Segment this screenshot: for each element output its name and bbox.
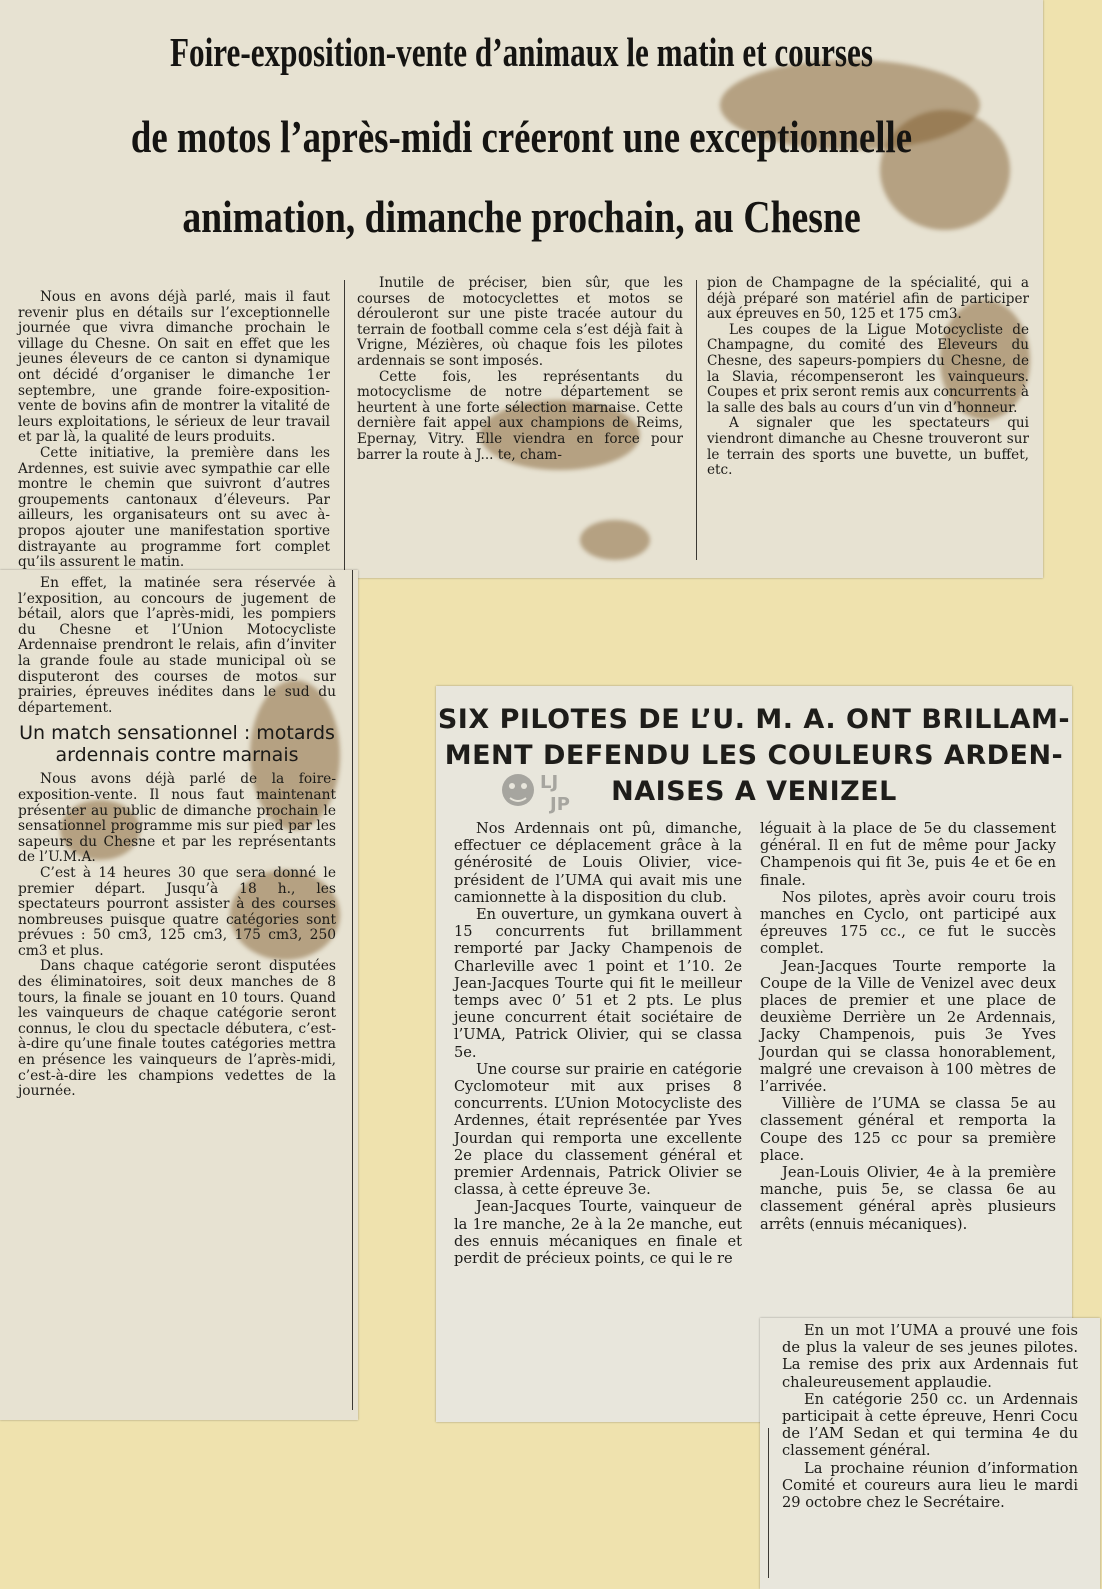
clipping-uma-venizel-continuation bbox=[760, 1318, 1100, 1589]
headline-line-1: Foire-exposition-vente d’animaux le matin et courses bbox=[169, 29, 874, 75]
paragraph: Inutile de préciser, bien sûr, que les courses de motocyclettes et motos se dérouleront sur une piste tracée autour du terrain de football comme cela s’est déjà fait à Vrigne, Mézières, où chaque fois les pilotes ardennais se sont imposés. bbox=[357, 275, 683, 369]
headline-line-2: de motos l’après-midi créeront une exceptionnelle bbox=[130, 111, 913, 162]
paragraph: En effet, la matinée sera réservée à l’exposition, au concours de jugement de bétail, alors que l’après-midi, les pompiers du Chesne et l’Union Motocycliste Ardennaise prendront le relais, afin d’inviter la grande foule au stade municipal où se disputeront des courses de motos sur prairies, épreuves inédites dans le sud du département. bbox=[18, 575, 336, 716]
paragraph: C’est à 14 heures 30 que sera donné le premier départ. Jusqu’à 18 h., les spectateurs pourront assister à des courses nombreuses puisque quatre catégories sont prévues : 50 cm3, 125 cm3, 175 cm3, 250 cm3 et plus. bbox=[18, 864, 336, 959]
article1-column-2 bbox=[357, 276, 683, 463]
paragraph: Jean-Jacques Tourte, vainqueur de la 1re manche, 2e à la 2e manche, eut des ennuis mécaniques en finale et perdit de précieux points, ce qui le re bbox=[454, 1198, 742, 1268]
paragraph: A signaler que les spectateurs qui viendront dimanche au Chesne trouveront sur le terrain des sports une buvette, un buffet, etc. bbox=[707, 415, 1029, 479]
paragraph: Nos Ardennais ont pû, dimanche, effectuer ce déplacement grâce à la générosité de Louis Olivier, vice-président de l’UMA qui avait mis une camionnette à la disposition du club. bbox=[454, 820, 742, 906]
paragraph: léguait à la place de 5e du classement général. Il en fut de même pour Jacky Champenois qui fit 3e, puis 4e et 6e en finale. bbox=[760, 820, 1056, 889]
paragraph: En un mot l’UMA a prouvé une fois de plus la valeur de ses jeunes pilotes. La remise des prix aux Ardennais fut chaleureusement applaudie. bbox=[782, 1322, 1078, 1391]
headline-line-2: MENT DEFENDU LES COULEURS ARDEN- bbox=[444, 740, 1064, 771]
paragraph: Nous avons déjà parlé de la foire-exposition-vente. Il nous faut maintenant présenter au public de dimanche prochain le sensationnel programme mis sur pied par les sapeurs du Chesne et par les représentants de l’U.M.A. bbox=[18, 771, 336, 866]
paragraph: pion de Champagne de la spécialité, qui a déjà préparé son matériel afin de participer aux épreuves en 50, 125 et 175 cm3. bbox=[707, 275, 1029, 323]
headline-line-3: animation, dimanche prochain, au Chesne bbox=[182, 191, 861, 242]
svg-text:JP: JP bbox=[550, 794, 570, 815]
subheading-match: Un match sensationnel : motards ardennais contre marnais bbox=[19, 722, 335, 767]
paragraph: Jean-Louis Olivier, 4e à la première manche, puis 5e, se classa 6e au classement général après plusieurs arrêts (ennuis mécaniques). bbox=[760, 1164, 1056, 1233]
column-rule bbox=[344, 280, 345, 578]
clipping-foire-exposition bbox=[0, 0, 1043, 578]
headline-line-1: SIX PILOTES DE L’U. M. A. ONT BRILLAM- bbox=[437, 704, 1071, 735]
article2-column-2 bbox=[760, 820, 1056, 1233]
paragraph: Cette fois, les représentants du motocyclisme de notre département se heurtent à une forte sélection marnaise. Cette dernière fait appel aux champions de Reims, Epernay, Vitry. Elle viendra en force pour barrer la route à J... te, cham- bbox=[357, 368, 683, 463]
paragraph: Jean-Jacques Tourte remporte la Coupe de la Ville de Venizel avec deux places de premier et une place de deuxième Derrière un 2e Ardennais, Jacky Champenois, puis 3e Yves Jourdan qui se classa honorablement, malgré une crevaison à 100 mètres de l’arrivée. bbox=[760, 957, 1056, 1096]
paragraph: Les coupes de la Ligue Motocycliste de Champagne, du comité des Eleveurs du Chesne, des sapeurs-pompiers du Chesne, de la Slavia, récompenseront les vainqueurs. Coupes et prix seront remis aux concurrents à la salle des bals au cours d’un vin d’honneur. bbox=[707, 321, 1029, 416]
paragraph: En ouverture, un gymkana ouvert à 15 concurrents fut brillamment remporté par Jacky Champenois de Charleville avec 1 point et 1’10. 2e Jean-Jacques Tourte qui fit le meilleur temps avec 0’ 51 et 2 pts. Le plus jeune concurrent était sociétaire de l’UMA, Patrick Olivier, qui se classa 5e. bbox=[454, 906, 742, 1061]
svg-text:LJ: LJ bbox=[540, 772, 559, 793]
article2-column-1 bbox=[454, 820, 742, 1267]
article1-column-1 bbox=[18, 290, 330, 571]
collector-stamp-logo bbox=[496, 764, 596, 820]
paragraph: En catégorie 250 cc. un Ardennais participait à cette épreuve, Henri Cocu de l’AM Sedan et qui termina 4e du classement général. bbox=[782, 1390, 1078, 1460]
clipping-uma-venizel bbox=[436, 686, 1072, 1422]
paragraph: Villière de l’UMA se classa 5e au classement général et remporta la Coupe des 125 cc pour sa première place. bbox=[760, 1095, 1056, 1164]
paragraph: Cette initiative, la première dans les Ardennes, est suivie avec sympathie car elle montre le chemin que suivront d’autres groupements cantonaux d’éleveurs. Par ailleurs, les organisateurs ont su avec à-propos ajouter une manifestation sportive distrayante au programme fort complet qu’ils assurent le matin. bbox=[18, 444, 330, 571]
clipping-foire-exposition-continuation bbox=[0, 570, 358, 1420]
headline-line-3: NAISES A VENIZEL bbox=[611, 776, 897, 807]
column-rule bbox=[696, 280, 697, 560]
paragraph: Dans chaque catégorie seront disputées des éliminatoires, soit deux manches de 8 tours, la finale se jouant en 10 tours. Quand les vainqueurs de chaque catégorie seront connus, le clou du spectacle débutera, c’est-à-dire qu’une finale toutes catégories mettra en présence les vainqueurs de l’après-midi, c’est-à-dire les champions vedettes de la journée. bbox=[18, 958, 336, 1100]
paragraph: Nous en avons déjà parlé, mais il faut revenir plus en détails sur l’exceptionnelle journée que vivra dimanche prochain le village du Chesne. On sait en effet que les jeunes éleveurs de ce canton si dynamique ont décidé d’organiser le dimanche 1er septembre, une grande foire-exposition-vente de bovins afin de montrer la vitalité de leurs exploitations, le sérieux de leur travail et par là, la qualité de leurs produits. bbox=[18, 289, 330, 446]
column-rule bbox=[768, 1428, 769, 1578]
paragraph: La prochaine réunion d’information Comité et coureurs aura lieu le mardi 29 octobre chez le Secrétaire. bbox=[782, 1459, 1078, 1512]
paragraph: Une course sur prairie en catégorie Cyclomoteur mit aux prises 8 concurrents. L’Union Motocycliste des Ardennes, était représentée par Yves Jourdan qui remporta une excellente 2e place du classement général et premier Ardennais, Patrick Olivier se classa, à cette épreuve 3e. bbox=[454, 1060, 742, 1199]
article1-column-1-continued bbox=[18, 576, 336, 1100]
article1-column-3 bbox=[707, 276, 1029, 479]
article2-column-2-continued bbox=[782, 1322, 1078, 1511]
column-rule bbox=[352, 570, 353, 1410]
paragraph: Nos pilotes, après avoir couru trois manches en Cyclo, ont participé aux épreuves 175 cc., ce fut le succès complet. bbox=[760, 888, 1056, 958]
